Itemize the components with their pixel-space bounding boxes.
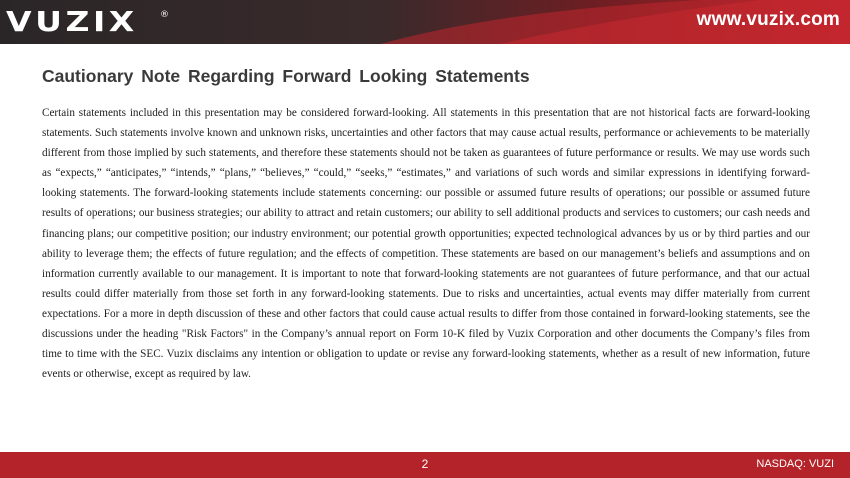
slide-title: Cautionary Note Regarding Forward Looking Statements [42, 66, 530, 86]
registered-mark: ® [160, 10, 169, 20]
header-banner [0, 0, 850, 44]
vuzix-logo: VUZIX [6, 5, 138, 38]
footer-bar [0, 452, 850, 478]
page-number: 2 [421, 457, 429, 471]
cautionary-statement-paragraph: Certain statements included in this presentation may be considered forward-looking. All statements in this presentation that are not historical facts are forward-looking statements. Such statements involve known and unknown risks, uncertainties and other factors that may cause actual results, performance or achievements to be materially different from those implied by such statements, and therefore these statements should not be taken as guarantees of future performance or results. We may use words such as “expects,” “anticipates,” “intends,” “plans,” “believes,” “could,” “seeks,” “estimates,” and variations of such words and similar expressions in identifying forward-looking statements. The forward-looking statements include statements concerning: our possible or assumed future results of operations; our possible or assumed future results of operations; our business strategies; our ability to attract and retain customers; our ability to sell additional products and services to customers; our cash needs and financing plans; our competitive position; our industry environment; our potential growth opportunities; expected technological advances by us or by third parties and our ability to leverage them; the effects of future regulation; and the effects of competition. These statements are based on our management’s beliefs and assumptions and on information currently available to our management. It is important to note that forward-looking statements are not guarantees of future performance, and that our actual results could differ materially from those set forth in any forward-looking statements. Due to risks and uncertainties, actual events may differ materially from current expectations. For a more in depth discussion of these and other factors that could cause actual results to differ from those contained in forward-looking statements, see the discussions under the heading "Risk Factors" in the Company’s annual report on Form 10-K filed by Vuzix Corporation and other documents the Company’s files from time to time with the SEC. Vuzix disclaims any intention or obligation to update or revise any forward-looking statements, whether as a result of new information, future events or otherwise, except as required by law. [42, 107, 810, 381]
website-url: www.vuzix.com [696, 9, 840, 30]
stock-ticker: NASDAQ: VUZI [756, 458, 834, 470]
